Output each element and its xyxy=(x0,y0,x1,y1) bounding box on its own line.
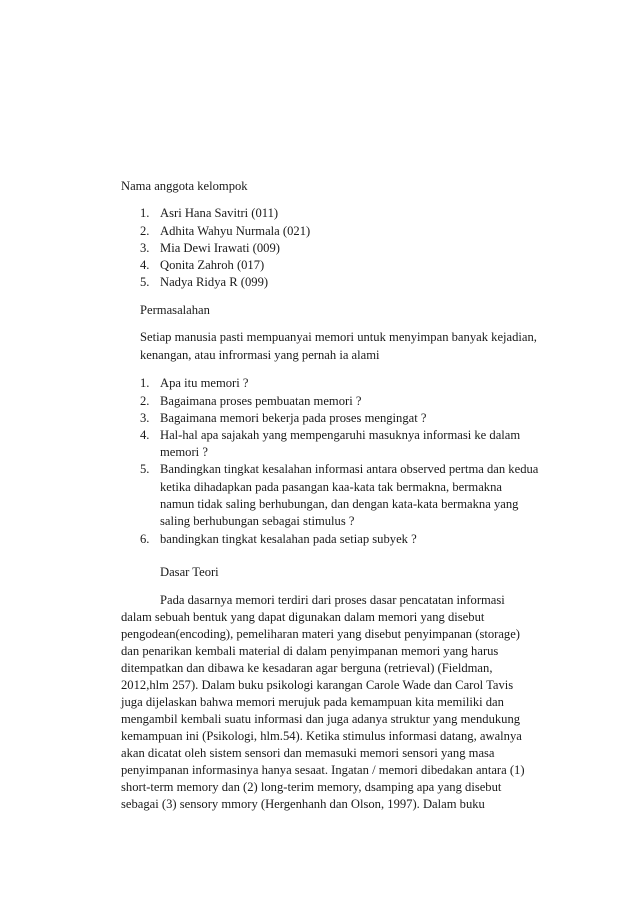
theory-text-line: sebagai (3) sensory mmory (Hergenhanh dan Olson, 1997). Dalam buku xyxy=(121,797,485,811)
member-name: Adhita Wahyu Nurmala (021) xyxy=(160,224,311,238)
theory-text-line: pengodean(encoding), pemeliharan materi yang disebut penyimpanan (storage) xyxy=(121,627,521,641)
question-number: 3. xyxy=(140,411,150,425)
member-name: Asri Hana Savitri (011) xyxy=(160,206,279,220)
problem-text-line: Setiap manusia pasti mempuanyai memori untuk menyimpan banyak kejadian, xyxy=(140,330,537,344)
question-text: ketika dihadapkan pada pasangan kaa-kata tak bermakna, bermakna xyxy=(160,480,502,494)
member-number: 1. xyxy=(140,206,150,220)
question-number: 5. xyxy=(140,462,150,476)
question-number: 2. xyxy=(140,394,150,408)
question-text: saling berhubungan sebagai stimulus ? xyxy=(160,514,355,528)
question-text: Bagaimana memori bekerja pada proses mengingat ? xyxy=(160,411,427,425)
theory-text-line: penyimpanan informasinya hanya sesaat. Ingatan / memori dibedakan antara (1) xyxy=(121,763,525,777)
question-text: Apa itu memori ? xyxy=(160,376,249,390)
member-number: 3. xyxy=(140,241,150,255)
theory-text-line: Pada dasarnya memori terdiri dari proses dasar pencatatan informasi xyxy=(160,593,505,607)
theory-text-line: mengambil kembali suatu informasi dan juga adanya struktur yang mendukung xyxy=(121,712,521,726)
member-number: 4. xyxy=(140,258,150,272)
member-name: Qonita Zahroh (017) xyxy=(160,258,265,272)
theory-text-line: kemampuan ini (Psikologi, hlm.54). Ketika stimulus informasi datang, awalnya xyxy=(121,729,522,743)
question-text: Bagaimana proses pembuatan memori ? xyxy=(160,394,362,408)
member-number: 5. xyxy=(140,275,150,289)
member-number: 2. xyxy=(140,224,150,238)
theory-text-line: ditempatkan dan dibawa ke kesadaran agar berguna (retrieval) (Fieldman, xyxy=(121,661,493,675)
member-name: Nadya Ridya R (099) xyxy=(160,275,269,289)
members-heading: Nama anggota kelompok xyxy=(121,179,248,193)
question-number: 1. xyxy=(140,376,150,390)
theory-text-line: short-term memory dan (2) long-terim memory, dsamping apa yang disebut xyxy=(121,780,502,794)
question-text: namun tidak saling berhubungan, dan dengan kata-kata bermakna yang xyxy=(160,497,519,511)
member-name: Mia Dewi Irawati (009) xyxy=(160,241,280,255)
theory-text-line: 2012,hlm 257). Dalam buku psikologi karangan Carole Wade dan Carol Tavis xyxy=(121,678,514,692)
question-text: Hal-hal apa sajakah yang mempengaruhi masuknya informasi ke dalam xyxy=(160,428,521,442)
question-number: 6. xyxy=(140,532,150,546)
theory-text-line: dalam sebuah bentuk yang dapat digunakan dalam memori yang disebut xyxy=(121,610,485,624)
theory-text-line: akan dicatat oleh sistem sensori dan memasuki memori sensori yang masa xyxy=(121,746,495,760)
theory-text-line: juga dijelaskan bahwa memori merujuk pada kemampuan kita memiliki dan xyxy=(121,695,504,709)
problem-heading: Permasalahan xyxy=(140,303,210,317)
question-text: memori ? xyxy=(160,445,208,459)
theory-heading: Dasar Teori xyxy=(160,565,219,579)
problem-text-line: kenangan, atau infrormasi yang pernah ia alami xyxy=(140,348,380,362)
question-text: Bandingkan tingkat kesalahan informasi antara observed pertma dan kedua xyxy=(160,462,539,476)
question-text: bandingkan tingkat kesalahan pada setiap subyek ? xyxy=(160,532,417,546)
question-number: 4. xyxy=(140,428,150,442)
theory-text-line: dan penarikan kembali material di dalam penyimpanan memori yang harus xyxy=(121,644,499,658)
